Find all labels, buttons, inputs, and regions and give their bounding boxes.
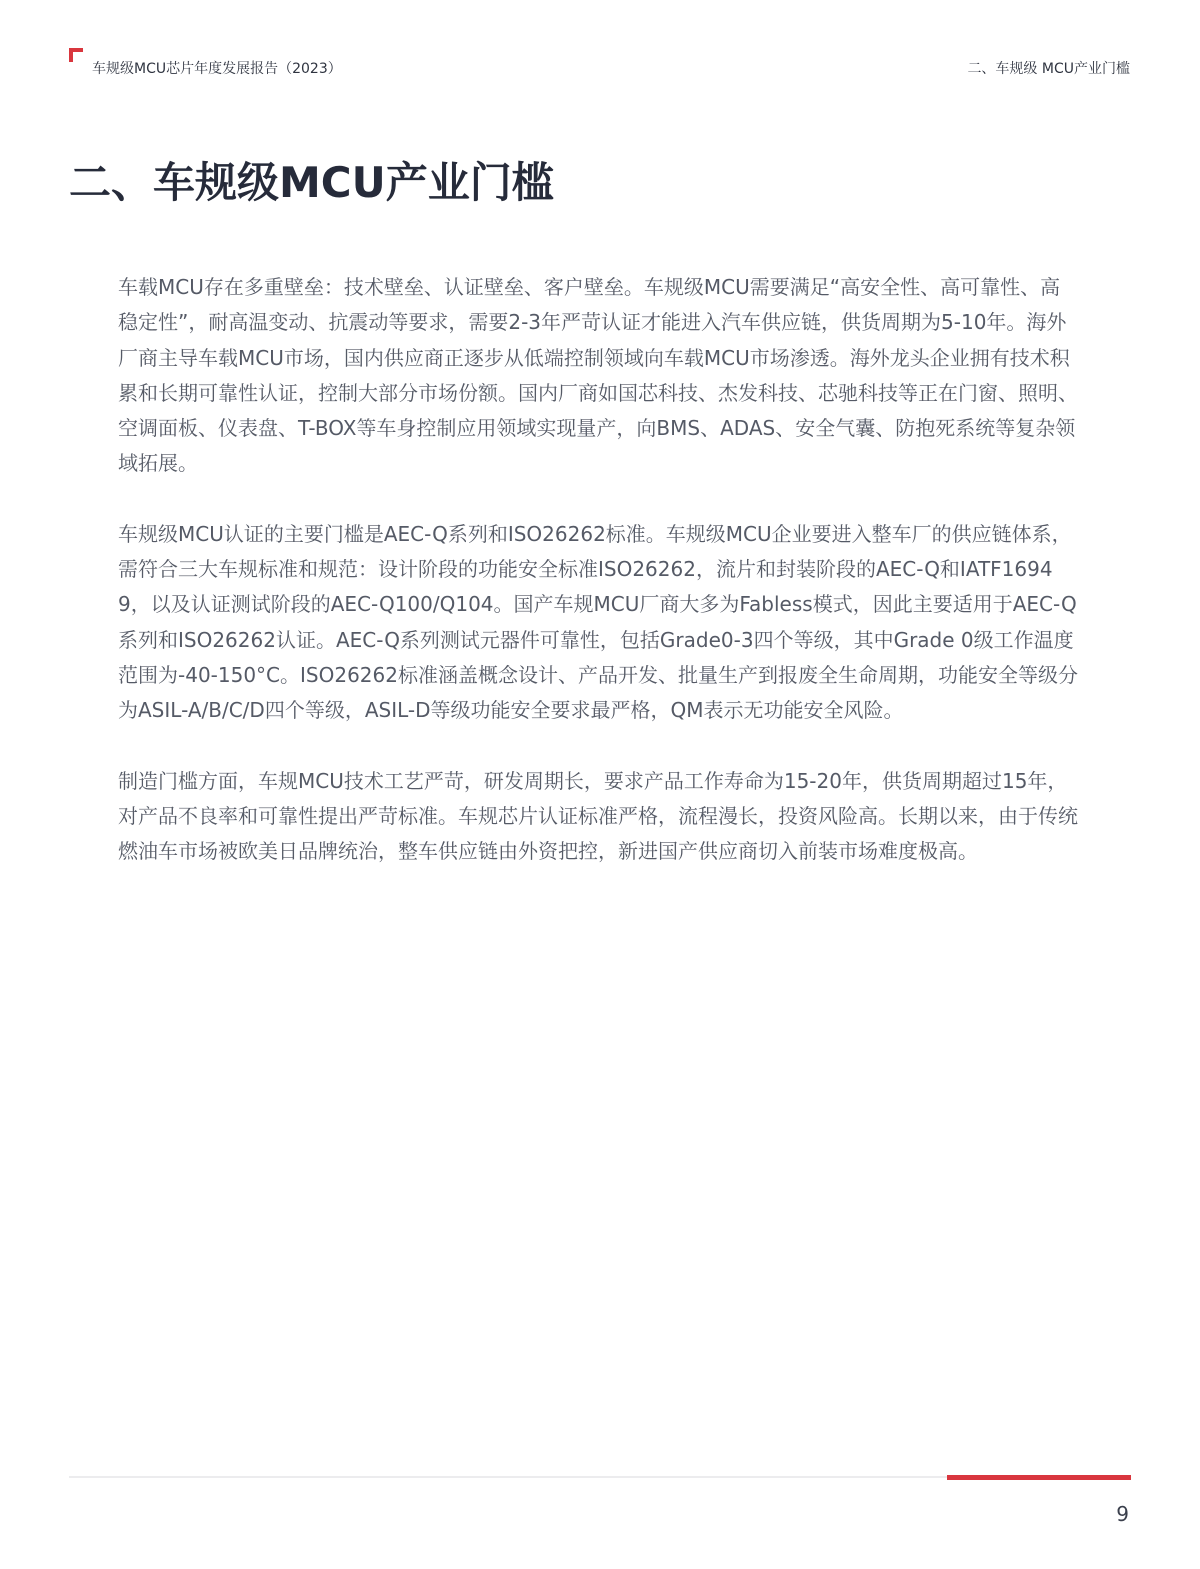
corner-bracket-mark [69,48,83,62]
paragraph-manufacturing: 制造门槛方面，车规MCU技术工艺严苛，研发周期长，要求产品工作寿命为15-20年，供货周期超过15年，对产品不良率和可靠性提出严苛标准。车规芯片认证标准严格，流程漫长，投资风险高。长期以来，由于传统燃油车市场被欧美日品牌统治，整车供应链由外资把控，新进国产供应商切入前装市场难度极高。 [118,768,1078,864]
page-title: 二、车规级MCU产业门槛 [69,158,554,207]
body-content [118,270,1080,904]
footer-accent-bar [947,1475,1131,1480]
page-number: 9 [1116,1502,1129,1526]
paragraph-barriers: 车载MCU存在多重壁垒：技术壁垒、认证壁垒、客户壁垒。车规级MCU需要满足“高安全性、高可靠性、高稳定性”，耐高温变动、抗震动等要求，需要2-3年严苛认证才能进入汽车供应链，供货周期为5-10年。海外厂商主导车载MCU市场，国内供应商正逐步从低端控制领域向车载MCU市场渗透。海外龙头企业拥有技术积累和长期可靠性认证，控制大部分市场份额。国内厂商如国芯科技、杰发科技、芯驰科技等正在门窗、照明、空调面板、仪表盘、T-BOX等车身控制应用领域实现量产，向BMS、ADAS、安全气囊、防抱死系统等复杂领域拓展。 [118,275,1078,476]
paragraph-certification: 车规级MCU认证的主要门槛是AEC-Q系列和ISO26262标准。车规级MCU企业要进入整车厂的供应链体系，需符合三大车规标准和规范：设计阶段的功能安全标准ISO26262，流片和封装阶段的AEC-Q和IATF16949，以及认证测试阶段的AEC-Q100/Q104。国产车规MCU厂商大多为Fabless模式，因此主要适用于AEC-Q系列和ISO26262认证。AEC-Q系列测试元器件可靠性，包括Grade0-3四个等级，其中Grade 0级工作温度范围为-40-150°C。ISO26262标准涵盖概念设计、产品开发、批量生产到报废全生命周期，功能安全等级分为ASIL-A/B/C/D四个等级，ASIL-D等级功能安全要求最严格，QM表示无功能安全风险。 [118,521,1078,723]
running-header-report-title: 车规级MCU芯片年度发展报告（2023） [92,61,342,77]
running-header-section-label: 二、车规级 MCU产业门槛 [967,61,1130,77]
